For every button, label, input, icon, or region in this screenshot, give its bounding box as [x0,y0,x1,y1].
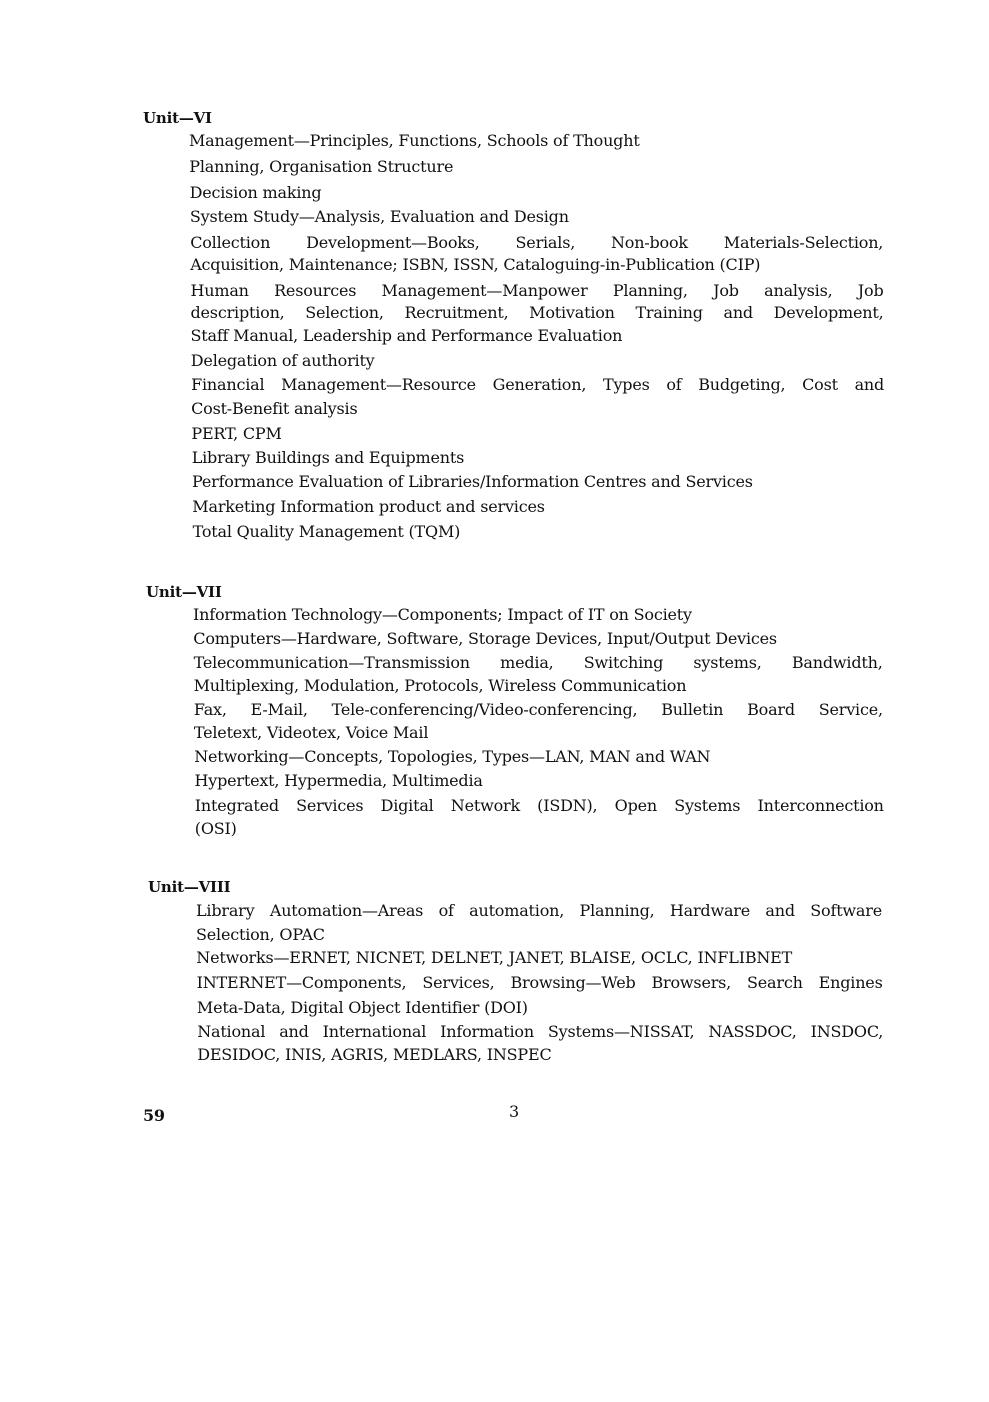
syllabus-topic-line: Integrated Services Digital Network (ISDN), Open Systems Interconnection [194,796,884,815]
syllabus-topic-line: Hypertext, Hypermedia, Multimedia [194,771,483,790]
syllabus-topic-line: Marketing Information product and services [192,497,545,516]
syllabus-topic-line: Decision making [189,183,322,202]
syllabus-topic-line: PERT, CPM [191,424,282,443]
syllabus-topic-line: Acquisition, Maintenance; ISBN, ISSN, Cataloguing-in-Publication (CIP) [190,255,761,274]
page-number: 3 [509,1102,519,1121]
syllabus-topic-line: System Study—Analysis, Evaluation and Design [189,207,569,226]
syllabus-topic-line: Computers—Hardware, Software, Storage Devices, Input/Output Devices [193,629,777,648]
syllabus-topic-line: DESIDOC, INIS, AGRIS, MEDLARS, INSPEC [197,1045,552,1064]
syllabus-topic-line: Library Buildings and Equipments [191,448,465,467]
syllabus-topic-line: Networking—Concepts, Topologies, Types—LAN, MAN and WAN [194,747,711,766]
syllabus-topic-line: Fax, E-Mail, Tele-conferencing/Video-conferencing, Bulletin Board Service, [193,700,883,719]
syllabus-topic-line: Performance Evaluation of Libraries/Information Centres and Services [192,472,753,491]
page-code: 59 [143,1106,165,1125]
syllabus-topic-line: Meta-Data, Digital Object Identifier (DOI) [196,998,528,1017]
syllabus-topic-line: Library Automation—Areas of automation, Planning, Hardware and Software [196,901,882,920]
unit-heading: Unit—VI [143,109,212,127]
syllabus-topic-line: INTERNET—Components, Services, Browsing—Web Browsers, Search Engines [196,973,883,992]
syllabus-topic-line: Delegation of authority [190,351,375,370]
syllabus-topic-line: Planning, Organisation Structure [189,157,454,176]
syllabus-topic-line: Staff Manual, Leadership and Performance Evaluation [190,326,623,345]
unit-heading: Unit—VII [146,583,222,601]
syllabus-topic-line: Collection Development—Books, Serials, Non-book Materials-Selection, [190,233,884,252]
syllabus-topic-line: Management—Principles, Functions, Schools of Thought [189,131,640,150]
syllabus-topic-line: Information Technology—Components; Impact of IT on Society [193,605,692,624]
syllabus-topic-line: Selection, OPAC [196,925,325,944]
syllabus-topic-line: description, Selection, Recruitment, Motivation Training and Development, [190,303,884,322]
syllabus-topic-line: Human Resources Management—Manpower Planning, Job analysis, Job [190,281,884,300]
syllabus-topic-line: Teletext, Videotex, Voice Mail [193,723,429,742]
syllabus-topic-line: Financial Management—Resource Generation, Types of Budgeting, Cost and [191,375,885,394]
syllabus-topic-line: Networks—ERNET, NICNET, DELNET, JANET, BLAISE, OCLC, INFLIBNET [196,948,793,967]
syllabus-topic-line: National and International Information Systems—NISSAT, NASSDOC, INSDOC, [197,1022,884,1041]
syllabus-topic-line: Cost-Benefit analysis [191,399,358,418]
syllabus-topic-line: Telecommunication—Transmission media, Switching systems, Bandwidth, [193,653,883,672]
syllabus-topic-line: (OSI) [194,819,237,838]
syllabus-topic-line: Multiplexing, Modulation, Protocols, Wireless Communication [193,676,687,695]
syllabus-topic-line: Total Quality Management (TQM) [192,522,461,541]
unit-heading: Unit—VIII [148,878,231,896]
